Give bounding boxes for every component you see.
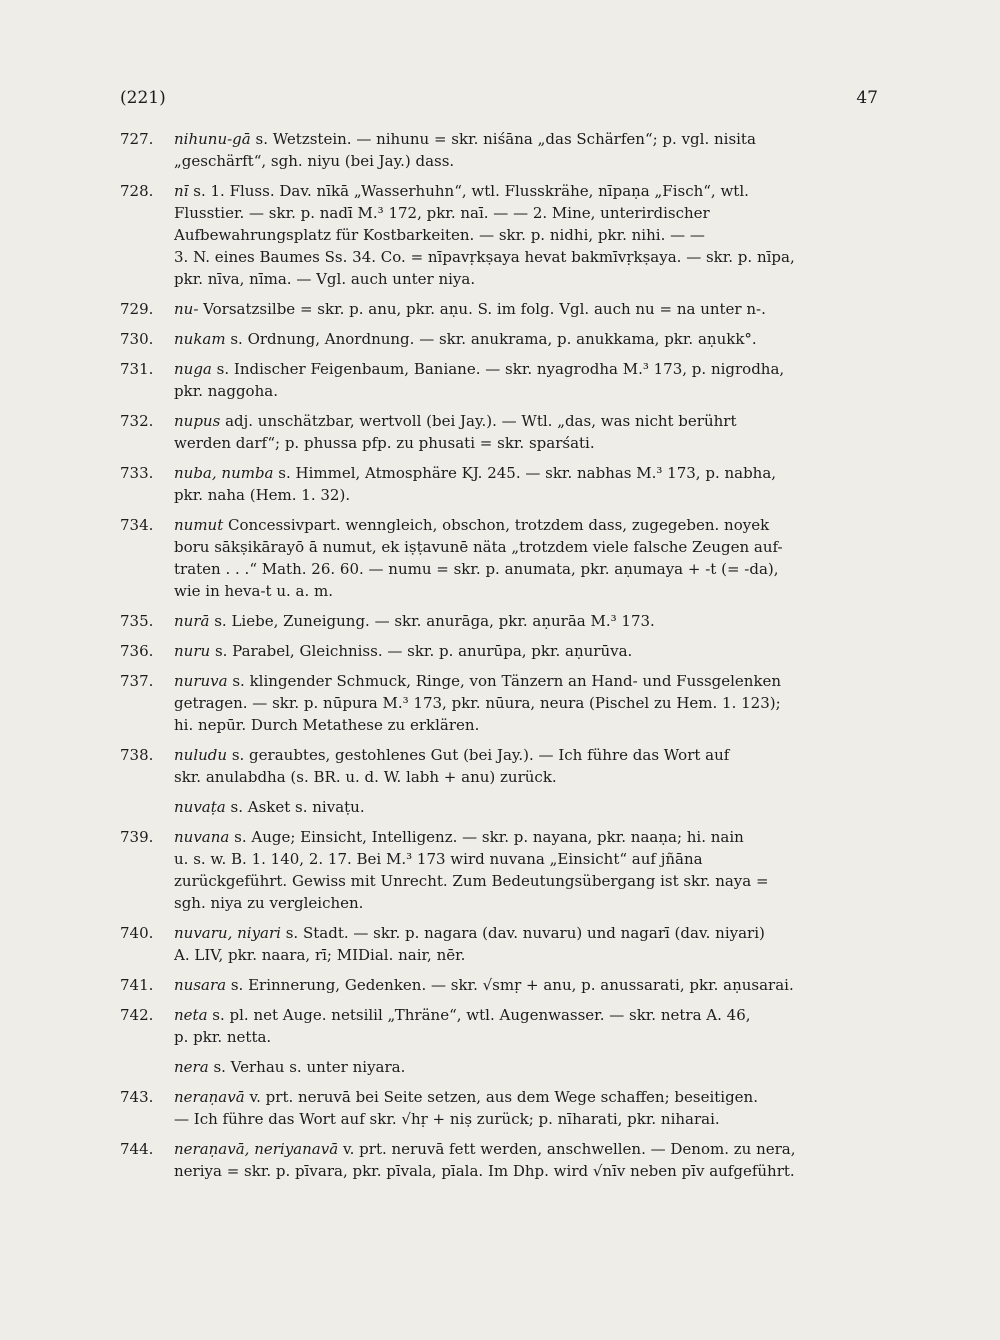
dictionary-entry [120, 1086, 878, 1130]
entry-headword: nukam [174, 330, 226, 348]
entry-text-line: pkr. nīva, nīma. — Vgl. auch unter niya. [174, 270, 476, 288]
entry-number: 729. [120, 300, 154, 318]
entry-text-line: s. Verhau s. unter niyara. [213, 1058, 406, 1076]
entry-number: 739. [120, 828, 154, 846]
dictionary-entry [120, 410, 878, 454]
dictionary-entry [120, 640, 878, 662]
entry-text-line: adj. unschätzbar, wertvoll (bei Jay.). — Wtl. „das, was nicht berührt [225, 412, 737, 430]
entry-text-line: p. pkr. netta. [174, 1028, 272, 1046]
entry-number: 730. [120, 330, 154, 348]
dictionary-entry [120, 1056, 878, 1078]
entry-headword: nera [174, 1058, 209, 1076]
entry-text-line: s. Wetzstein. — nihunu = skr. niśāna „das Schärfen“; p. vgl. nisita [255, 130, 756, 148]
dictionary-entry [120, 462, 878, 506]
dictionary-entry [120, 128, 878, 172]
dictionary-entry [120, 796, 878, 818]
entry-text-line: s. 1. Fluss. Dav. nīkā „Wasserhuhn“, wtl. Flusskrähe, nīpaṇa „Fisch“, wtl. [193, 182, 749, 200]
entry-headword: nuga [174, 360, 212, 378]
entry-headword: nupus [174, 412, 221, 430]
entry-headword: nī [174, 182, 189, 200]
entry-number: 731. [120, 360, 154, 378]
entry-number: 728. [120, 182, 154, 200]
entry-text-line: sgh. niya zu vergleichen. [174, 894, 364, 912]
entry-headword: nusara [174, 976, 227, 994]
entry-headword: nuru [174, 642, 211, 660]
entry-text-line: s. Liebe, Zuneigung. — skr. anurāga, pkr. aṇurāa M.³ 173. [214, 612, 655, 630]
page-header [120, 88, 878, 112]
entry-number: 732. [120, 412, 154, 430]
entry-headword: nuvana [174, 828, 230, 846]
entry-text-line: s. Ordnung, Anordnung. — skr. anukrama, p. anukkama, pkr. aṇukk°. [230, 330, 757, 348]
entry-number: 741. [120, 976, 154, 994]
entry-number: 734. [120, 516, 154, 534]
entry-headword: nu- [174, 300, 199, 318]
entry-number: 737. [120, 672, 154, 690]
entry-text-line: pkr. naha (Hem. 1. 32). [174, 486, 351, 504]
entry-text-line: v. prt. neruvā bei Seite setzen, aus dem Wege schaffen; beseitigen. [249, 1088, 758, 1106]
entry-text-line: s. Auge; Einsicht, Intelligenz. — skr. p. nayana, pkr. naaṇa; hi. nain [234, 828, 744, 846]
dictionary-entry [120, 514, 878, 602]
entry-text-line: hi. nepūr. Durch Metathese zu erklären. [174, 716, 480, 734]
dictionary-entry [120, 974, 878, 996]
dictionary-entry [120, 610, 878, 632]
entry-headword: numut [174, 516, 224, 534]
entry-number: 727. [120, 130, 154, 148]
entry-text-line: v. prt. neruvā fett werden, anschwellen. — Denom. zu nera, [342, 1140, 796, 1158]
entry-text-line: pkr. naggoha. [174, 382, 278, 400]
entry-headword: nuvaru, niyari [174, 924, 281, 942]
dictionary-entry [120, 180, 878, 290]
dictionary-entry [120, 670, 878, 736]
entry-headword: neraṇavā, neriyanavā [174, 1140, 339, 1158]
entry-text-line: Vorsatzsilbe = skr. p. anu, pkr. aṇu. S. im folg. Vgl. auch nu = na unter n-. [203, 300, 766, 318]
entry-text-line: traten . . .“ Math. 26. 60. — numu = skr. p. anumata, pkr. aṇumaya + -t (= -da), [174, 560, 779, 578]
entry-headword: nurā [174, 612, 210, 630]
entry-text-line: s. klingender Schmuck, Ringe, von Tänzern an Hand- und Fussgelenken [232, 672, 782, 690]
dictionary-entry [120, 922, 878, 966]
dictionary-entries [120, 128, 878, 1190]
entry-text-line: s. Erinnerung, Gedenken. — skr. √smṛ + anu, p. anussarati, pkr. aṇusarai. [230, 976, 794, 994]
entry-number: 742. [120, 1006, 154, 1024]
entry-text-line: s. Asket s. nivaṭu. [230, 798, 365, 816]
entry-text-line: neriya = skr. p. pīvara, pkr. pīvala, pīala. Im Dhp. wird √nīv neben pīv aufgeführt. [174, 1162, 795, 1180]
entry-text-line: Flusstier. — skr. p. nadī M.³ 172, pkr. naī. — — 2. Mine, unterirdischer [174, 204, 710, 222]
entry-number: 744. [120, 1140, 154, 1158]
dictionary-entry [120, 1004, 878, 1048]
entry-number: 735. [120, 612, 154, 630]
dictionary-entry [120, 826, 878, 914]
entry-text-line: s. Himmel, Atmosphäre KJ. 245. — skr. nabhas M.³ 173, p. nabha, [278, 464, 777, 482]
entry-headword: neta [174, 1006, 208, 1024]
entry-text-line: s. pl. net Auge. netsilil „Thräne“, wtl. Augenwasser. — skr. netra A. 46, [212, 1006, 751, 1024]
entry-number: 738. [120, 746, 154, 764]
entry-text-line: s. Parabel, Gleichniss. — skr. p. anurūpa, pkr. aṇurūva. [214, 642, 633, 660]
entry-text-line: s. Indischer Feigenbaum, Baniane. — skr. nyagrodha M.³ 173, p. nigrodha, [216, 360, 785, 378]
entry-text-line: — Ich führe das Wort auf skr. √hṛ + niṣ zurück; p. nīharati, pkr. niharai. [174, 1110, 720, 1128]
entry-headword: nuvaṭa [174, 798, 226, 816]
dictionary-entry [120, 328, 878, 350]
entry-number: 743. [120, 1088, 154, 1106]
entry-number: 733. [120, 464, 154, 482]
entry-headword: nihunu-gā [174, 130, 251, 148]
entry-headword: neraṇavā [174, 1088, 245, 1106]
page-number: 47 [856, 88, 878, 108]
entry-text-line: s. Stadt. — skr. p. nagara (dav. nuvaru) und nagarī (dav. niyari) [285, 924, 765, 942]
entry-number: 736. [120, 642, 154, 660]
entry-text-line: boru sākṣikārayō ā numut, ek iṣṭavunē näta „trotzdem viele falsche Zeugen auf- [174, 538, 783, 556]
entry-headword: nuruva [174, 672, 228, 690]
entry-text-line: Aufbewahrungsplatz für Kostbarkeiten. — skr. p. nidhi, pkr. nihi. — — [174, 226, 705, 244]
entry-headword: nuba, numba [174, 464, 274, 482]
entry-text-line: u. s. w. B. 1. 140, 2. 17. Bei M.³ 173 wird nuvana „Einsicht“ auf jñāna [174, 850, 703, 868]
entry-text-line: „geschärft“, sgh. niyu (bei Jay.) dass. [174, 152, 455, 170]
dictionary-entry [120, 744, 878, 788]
entry-text-line: 3. N. eines Baumes Ss. 34. Co. = nīpavṛkṣaya hevat bakmīvṛkṣaya. — skr. p. nīpa, [174, 248, 795, 266]
entry-number: 740. [120, 924, 154, 942]
entry-text-line: wie in heva-t u. a. m. [174, 582, 333, 600]
dictionary-entry [120, 298, 878, 320]
entry-text-line: werden darf“; p. phussa pfp. zu phusati = skr. sparśati. [174, 434, 595, 452]
entry-headword: nuludu [174, 746, 228, 764]
entry-text-line: A. LIV, pkr. naara, rī; MIDial. nair, nēr. [174, 946, 466, 964]
entry-text-line: Concessivpart. wenngleich, obschon, trotzdem dass, zugegeben. noyek [228, 516, 770, 534]
dictionary-entry [120, 1138, 878, 1182]
entry-text-line: getragen. — skr. p. nūpura M.³ 173, pkr. nūura, neura (Pischel zu Hem. 1. 123); [174, 694, 781, 712]
dictionary-entry [120, 358, 878, 402]
entry-text-line: zurückgeführt. Gewiss mit Unrecht. Zum Bedeutungsübergang ist skr. naya = [174, 872, 769, 890]
entry-text-line: skr. anulabdha (s. BR. u. d. W. labh + anu) zurück. [174, 768, 557, 786]
entry-text-line: s. geraubtes, gestohlenes Gut (bei Jay.). — Ich führe das Wort auf [231, 746, 730, 764]
page-header-left: (221) [120, 88, 166, 108]
